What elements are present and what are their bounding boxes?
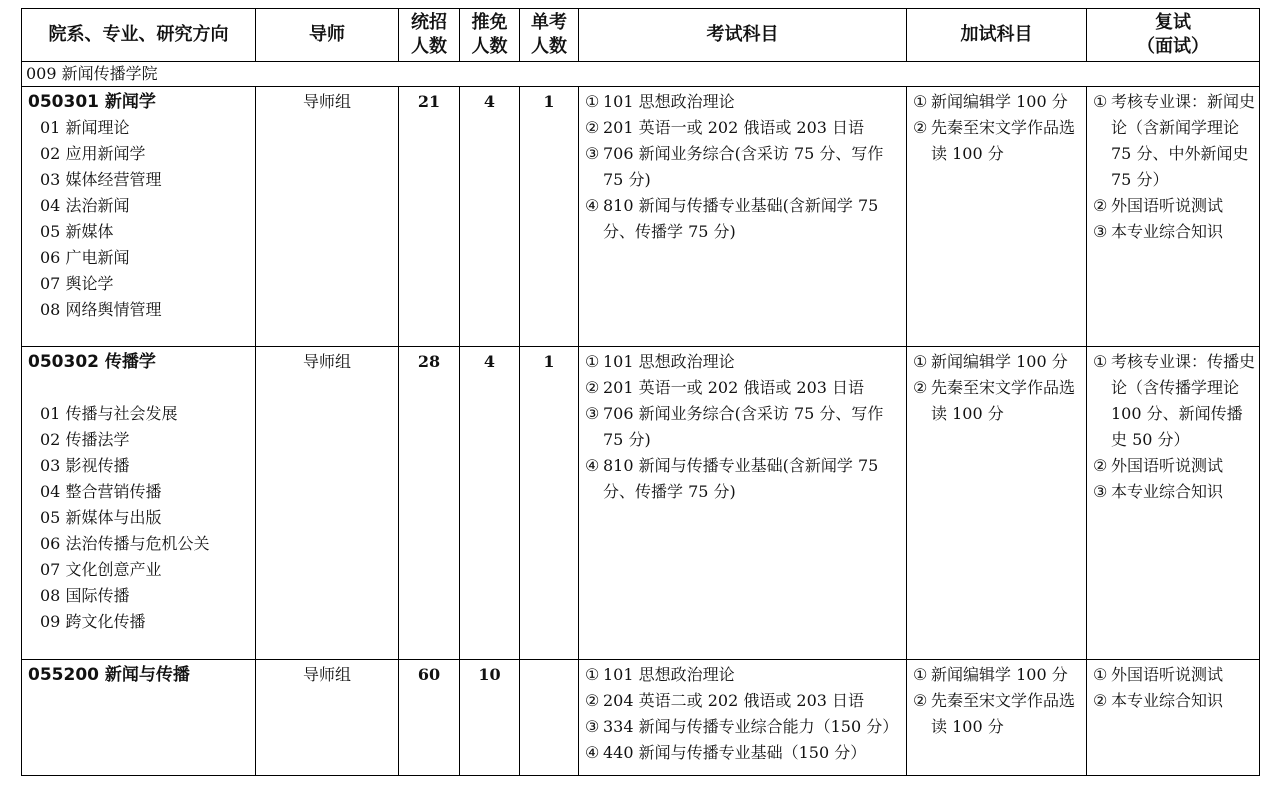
item-number: ③ [585,404,600,423]
item-text: 外国语听说测试 [1111,665,1224,684]
item-text: 101 思想政治理论 [603,665,735,684]
major-cell [22,347,256,660]
direction-item: 03 媒体经营管理 [40,170,162,189]
direction-item: 06 广电新闻 [40,248,130,267]
direction-item: 02 应用新闻学 [40,144,146,163]
item-text: 101 思想政治理论 [603,352,735,371]
retest-item [1093,193,1255,219]
header-unified [399,9,460,62]
admissions-table [21,8,1260,776]
exam-item [585,401,902,453]
major-title: 050302 传播学 [28,352,156,372]
tutor-cell: 导师组 [256,660,399,776]
item-number: ① [1093,352,1108,371]
retest-item [1093,89,1255,193]
exam-item [585,740,902,766]
header-exempt-line2: 人数 [471,36,508,57]
item-text: 810 新闻与传播专业基础(含新闻学 75 分、传播学 75 分) [603,456,879,501]
item-text: 新闻编辑学 100 分 [931,352,1068,371]
header-single [520,9,579,62]
direction-item: 06 法治传播与危机公关 [40,534,210,553]
header-major: 院系、专业、研究方向 [22,9,256,62]
header-retest-line2: （面试） [1137,36,1209,57]
exempt-count: 10 [460,660,520,776]
retest-items [1087,660,1260,776]
direction-item: 07 舆论学 [40,274,114,293]
item-text: 706 新闻业务综合(含采访 75 分、写作 75 分) [603,404,884,449]
exam-item [585,375,902,401]
unified-count: 60 [399,660,460,776]
exam-item [585,453,902,505]
item-number: ② [913,118,928,137]
item-text: 外国语听说测试 [1111,456,1224,475]
major-cell [22,87,256,347]
direction-item: 01 传播与社会发展 [40,404,178,423]
direction-item: 09 跨文化传播 [40,612,146,631]
direction-item: 04 法治新闻 [40,196,130,215]
header-row [22,9,1260,62]
tutor-cell: 导师组 [256,347,399,660]
exam-item [585,662,902,688]
item-number: ③ [1093,222,1108,241]
exam-subjects [579,87,907,347]
extra-item [913,688,1082,740]
school-name: 009 新闻传播学院 [22,62,1260,87]
item-text: 810 新闻与传播专业基础(含新闻学 75 分、传播学 75 分) [603,196,879,241]
item-text: 101 思想政治理论 [603,92,735,111]
header-exempt-line1: 推免 [471,12,508,33]
header-single-line1: 单考 [531,12,567,33]
major-row [22,660,1260,776]
exempt-count: 4 [460,87,520,347]
unified-count: 21 [399,87,460,347]
exam-item [585,349,902,375]
item-text: 先秦至宋文学作品选读 100 分 [931,378,1076,423]
major-row [22,347,1260,660]
header-unified-line1: 统招 [411,12,447,33]
item-number: ② [585,378,600,397]
item-text: 204 英语二或 202 俄语或 203 日语 [603,691,865,710]
retest-item [1093,479,1255,505]
item-text: 先秦至宋文学作品选读 100 分 [931,691,1076,736]
item-text: 334 新闻与传播专业综合能力（150 分） [603,717,899,736]
item-text: 本专业综合知识 [1111,222,1224,241]
extra-item [913,662,1082,688]
item-number: ① [585,352,600,371]
exam-item [585,141,902,193]
item-number: ① [913,92,928,111]
retest-item [1093,219,1255,245]
item-text: 外国语听说测试 [1111,196,1224,215]
item-text: 706 新闻业务综合(含采访 75 分、写作 75 分) [603,144,884,189]
direction-item: 05 新媒体 [40,222,114,241]
extra-subjects [907,347,1087,660]
item-text: 440 新闻与传播专业基础（150 分） [603,743,867,762]
direction-list [28,401,251,635]
item-number: ① [913,352,928,371]
unified-count: 28 [399,347,460,660]
exam-item [585,714,902,740]
major-title: 050301 新闻学 [28,92,156,112]
item-text: 新闻编辑学 100 分 [931,665,1068,684]
header-single-line2: 人数 [531,36,567,57]
item-text: 本专业综合知识 [1111,482,1224,501]
item-number: ② [1093,691,1108,710]
header-retest [1087,9,1260,62]
item-number: ② [913,691,928,710]
major-cell [22,660,256,776]
item-number: ② [1093,456,1108,475]
exam-subjects [579,660,907,776]
item-number: ② [585,118,600,137]
school-row [22,62,1260,87]
item-text: 考核专业课：传播史论（含传播学理论 100 分、新闻传播史 50 分） [1111,352,1256,449]
retest-item [1093,349,1255,453]
major-row [22,87,1260,347]
single-count: 1 [520,347,579,660]
item-text: 本专业综合知识 [1111,691,1224,710]
header-exempt [460,9,520,62]
direction-list [28,115,251,323]
item-number: ② [1093,196,1108,215]
exempt-count: 4 [460,347,520,660]
major-title: 055200 新闻与传播 [28,665,190,685]
item-text: 201 英语一或 202 俄语或 203 日语 [603,118,865,137]
retest-item [1093,453,1255,479]
extra-subjects [907,660,1087,776]
item-text: 先秦至宋文学作品选读 100 分 [931,118,1076,163]
item-number: ③ [585,144,600,163]
retest-items [1087,347,1260,660]
extra-item [913,89,1082,115]
header-unified-line2: 人数 [411,36,447,57]
item-number: ④ [585,196,600,215]
item-number: ④ [585,456,600,475]
direction-item: 03 影视传播 [40,456,130,475]
item-text: 考核专业课：新闻史论（含新闻学理论 75 分、中外新闻史 75 分） [1111,92,1256,189]
direction-item: 02 传播法学 [40,430,130,449]
direction-item: 01 新闻理论 [40,118,130,137]
extra-item [913,375,1082,427]
item-number: ① [913,665,928,684]
item-number: ③ [585,717,600,736]
item-number: ② [585,691,600,710]
direction-item: 04 整合营销传播 [40,482,162,501]
item-number: ① [1093,92,1108,111]
item-text: 新闻编辑学 100 分 [931,92,1068,111]
exam-subjects [579,347,907,660]
header-exam: 考试科目 [579,9,907,62]
direction-item: 08 国际传播 [40,586,130,605]
exam-item [585,115,902,141]
single-count: 1 [520,87,579,347]
single-count [520,660,579,776]
exam-item [585,89,902,115]
item-text: 201 英语一或 202 俄语或 203 日语 [603,378,865,397]
direction-item: 07 文化创意产业 [40,560,162,579]
extra-subjects [907,87,1087,347]
header-extra: 加试科目 [907,9,1087,62]
retest-item [1093,688,1255,714]
blank-line [28,375,251,401]
tutor-cell: 导师组 [256,87,399,347]
exam-item [585,193,902,245]
item-number: ① [585,665,600,684]
retest-item [1093,662,1255,688]
extra-item [913,115,1082,167]
direction-item: 05 新媒体与出版 [40,508,162,527]
item-number: ① [585,92,600,111]
item-number: ③ [1093,482,1108,501]
exam-item [585,688,902,714]
item-number: ④ [585,743,600,762]
header-tutor: 导师 [256,9,399,62]
item-number: ① [1093,665,1108,684]
header-retest-line1: 复试 [1155,12,1191,33]
retest-items [1087,87,1260,347]
extra-item [913,349,1082,375]
item-number: ② [913,378,928,397]
direction-item: 08 网络舆情管理 [40,300,162,319]
